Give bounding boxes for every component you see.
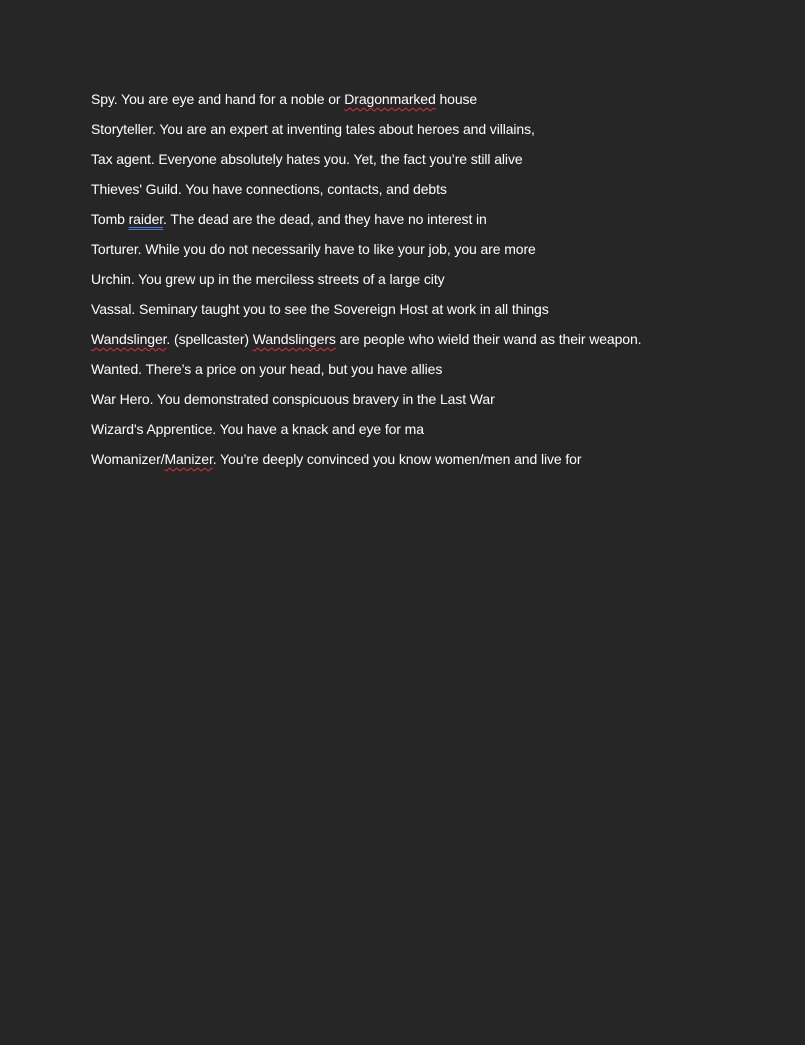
- line-text: Wanted. There’s a price on your head, but you have allies: [91, 361, 443, 377]
- line-text: Wizard's Apprentice. You have a knack and eye for ma: [91, 421, 424, 437]
- document-line[interactable]: [91, 88, 791, 118]
- line-text: Tomb: [91, 211, 129, 227]
- line-text: house: [435, 91, 478, 107]
- document-line[interactable]: [91, 268, 791, 298]
- document-line[interactable]: [91, 358, 791, 388]
- line-text: . (spellcaster): [166, 331, 253, 347]
- line-text: Womanizer/: [91, 451, 165, 467]
- document-line[interactable]: [91, 148, 791, 178]
- line-text: Tax agent. Everyone absolutely hates you. Yet, the fact you’re still alive: [91, 151, 523, 167]
- spelling-error-word[interactable]: Wandslinger: [91, 331, 167, 347]
- document-line[interactable]: [91, 208, 791, 238]
- document-line[interactable]: [91, 178, 791, 208]
- document-body[interactable]: [91, 88, 791, 478]
- line-text: . The dead are the dead, and they have no interest in: [163, 211, 487, 227]
- line-text: Storyteller. You are an expert at inventing tales about heroes and villains,: [91, 121, 535, 137]
- line-text: War Hero. You demonstrated conspicuous bravery in the Last War: [91, 391, 495, 407]
- document-line[interactable]: [91, 328, 791, 358]
- spelling-error-word[interactable]: Dragonmarked: [344, 91, 436, 107]
- line-text: Torturer. While you do not necessarily have to like your job, you are more: [91, 241, 536, 257]
- line-text: Thieves' Guild. You have connections, contacts, and debts: [91, 181, 447, 197]
- line-text: . You’re deeply convinced you know women/men and live for: [212, 451, 582, 467]
- document-line[interactable]: [91, 418, 791, 448]
- line-text: are people who wield their wand as their weapon.: [335, 331, 642, 347]
- document-line[interactable]: [91, 388, 791, 418]
- document-line[interactable]: [91, 298, 791, 328]
- grammar-flag-word[interactable]: raider: [128, 211, 164, 227]
- spelling-error-word[interactable]: Manizer: [164, 451, 213, 467]
- line-text: Spy. You are eye and hand for a noble or: [91, 91, 345, 107]
- line-text: Urchin. You grew up in the merciless streets of a large city: [91, 271, 445, 287]
- line-text: Vassal. Seminary taught you to see the Sovereign Host at work in all things: [91, 301, 549, 317]
- spelling-error-word[interactable]: Wandslingers: [252, 331, 336, 347]
- document-line[interactable]: [91, 118, 791, 148]
- document-line[interactable]: [91, 448, 791, 478]
- document-line[interactable]: [91, 238, 791, 268]
